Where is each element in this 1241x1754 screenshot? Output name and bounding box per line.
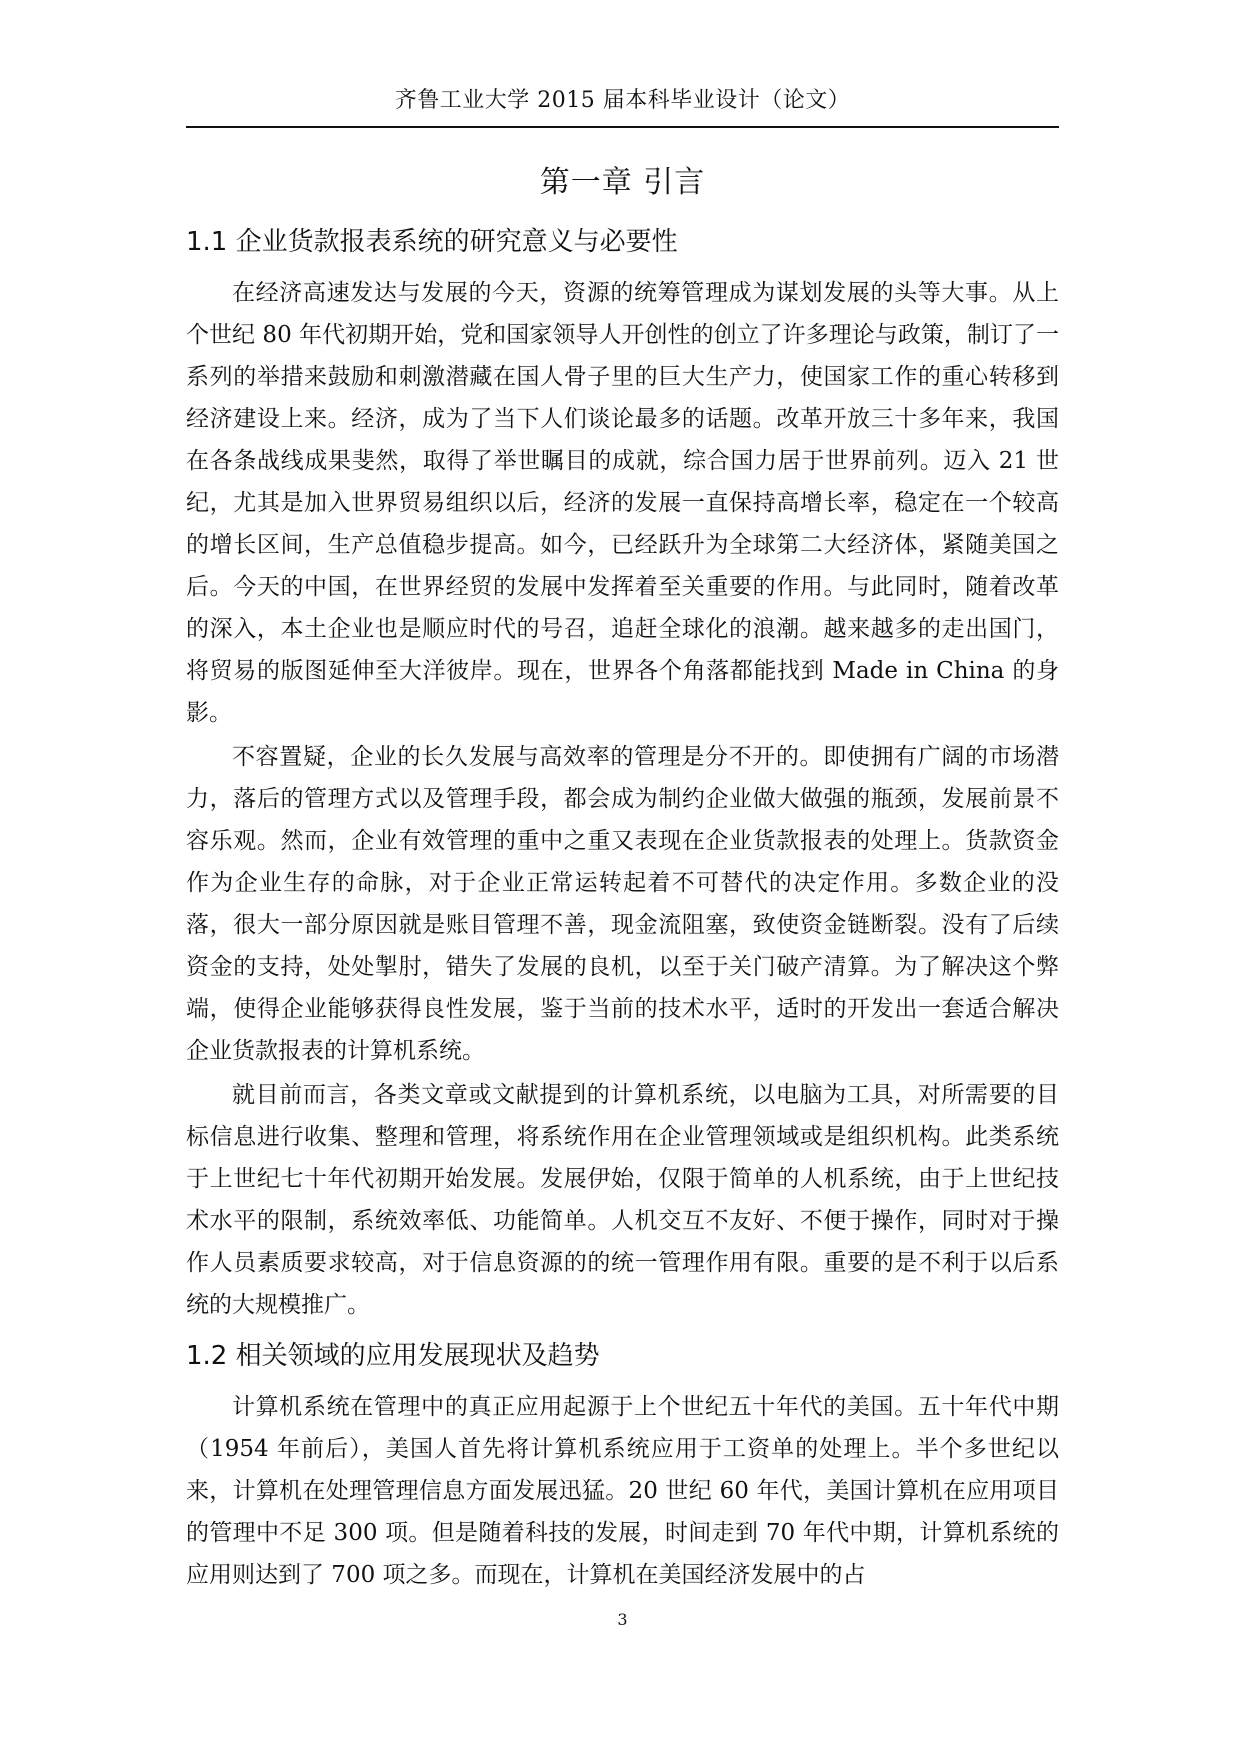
body-content: [186, 222, 1059, 1596]
section-heading-1-1: 1.1 企业货款报表系统的研究意义与必要性: [186, 227, 678, 257]
section-heading-1-2: 1.2 相关领域的应用发展现状及趋势: [186, 1341, 600, 1371]
running-header: 齐鲁工业大学 2015 届本科毕业设计（论文）: [394, 88, 851, 113]
header-rule: [186, 126, 1059, 128]
paragraph: 不容置疑，企业的长久发展与高效率的管理是分不开的。即使拥有广阔的市场潜力，落后的管理方式以及管理手段，都会成为制约企业做大做强的瓶颈，发展前景不容乐观。然而，企业有效管理的重中之重又表现在企业货款报表的处理上。货款资金作为企业生存的命脉，对于企业正常运转起着不可替代的决定作用。多数企业的没落，很大一部分原因就是账目管理不善，现金流阻塞，致使资金链断裂。没有了后续资金的支持，处处掣肘，错失了发展的良机，以至于关门破产清算。为了解决这个弊端，使得企业能够获得良性发展，鉴于当前的技术水平，适时的开发出一套适合解决企业货款报表的计算机系统。: [186, 744, 1059, 1064]
paragraph: 就目前而言，各类文章或文献提到的计算机系统，以电脑为工具，对所需要的目标信息进行收集、整理和管理，将系统作用在企业管理领域或是组织机构。此类系统于上世纪七十年代初期开始发展。发展伊始，仅限于简单的人机系统，由于上世纪技术水平的限制，系统效率低、功能简单。人机交互不友好、不便于操作，同时对于操作人员素质要求较高，对于信息资源的的统一管理作用有限。重要的是不利于以后系统的大规模推广。: [186, 1082, 1059, 1318]
paragraph: 在经济高速发达与发展的今天，资源的统筹管理成为谋划发展的头等大事。从上个世纪 80 年代初期开始，党和国家领导人开创性的创立了许多理论与政策，制订了一系列的举措来鼓励和刺激潜藏在国人骨子里的巨大生产力，使国家工作的重心转移到经济建设上来。经济，成为了当下人们谈论最多的话题。改革开放三十多年来，我国在各条战线成果斐然，取得了举世瞩目的成就，综合国力居于世界前列。迈入 21 世纪，尤其是加入世界贸易组织以后，经济的发展一直保持高增长率，稳定在一个较高的增长区间，生产总值稳步提高。如今，已经跃升为全球第二大经济体，紧随美国之后。今天的中国，在世界经贸的发展中发挥着至关重要的作用。与此同时，随着改革的深入，本土企业也是顺应时代的号召，追赶全球化的浪潮。越来越多的走出国门，将贸易的版图延伸至大洋彼岸。现在，世界各个角落都能找到 Made in China 的身影。: [186, 280, 1059, 726]
paragraph: 计算机系统在管理中的真正应用起源于上个世纪五十年代的美国。五十年代中期（1954 年前后），美国人首先将计算机系统应用于工资单的处理上。半个多世纪以来，计算机在处理管理信息方面发展迅猛。20 世纪 60 年代，美国计算机在应用项目的管理中不足 300 项。但是随着科技的发展，时间走到 70 年代中期，计算机系统的应用则达到了 700 项之多。而现在，计算机在美国经济发展中的占: [186, 1394, 1059, 1588]
page-number: 3: [617, 1610, 628, 1629]
chapter-title: 第一章 引言: [539, 165, 706, 200]
